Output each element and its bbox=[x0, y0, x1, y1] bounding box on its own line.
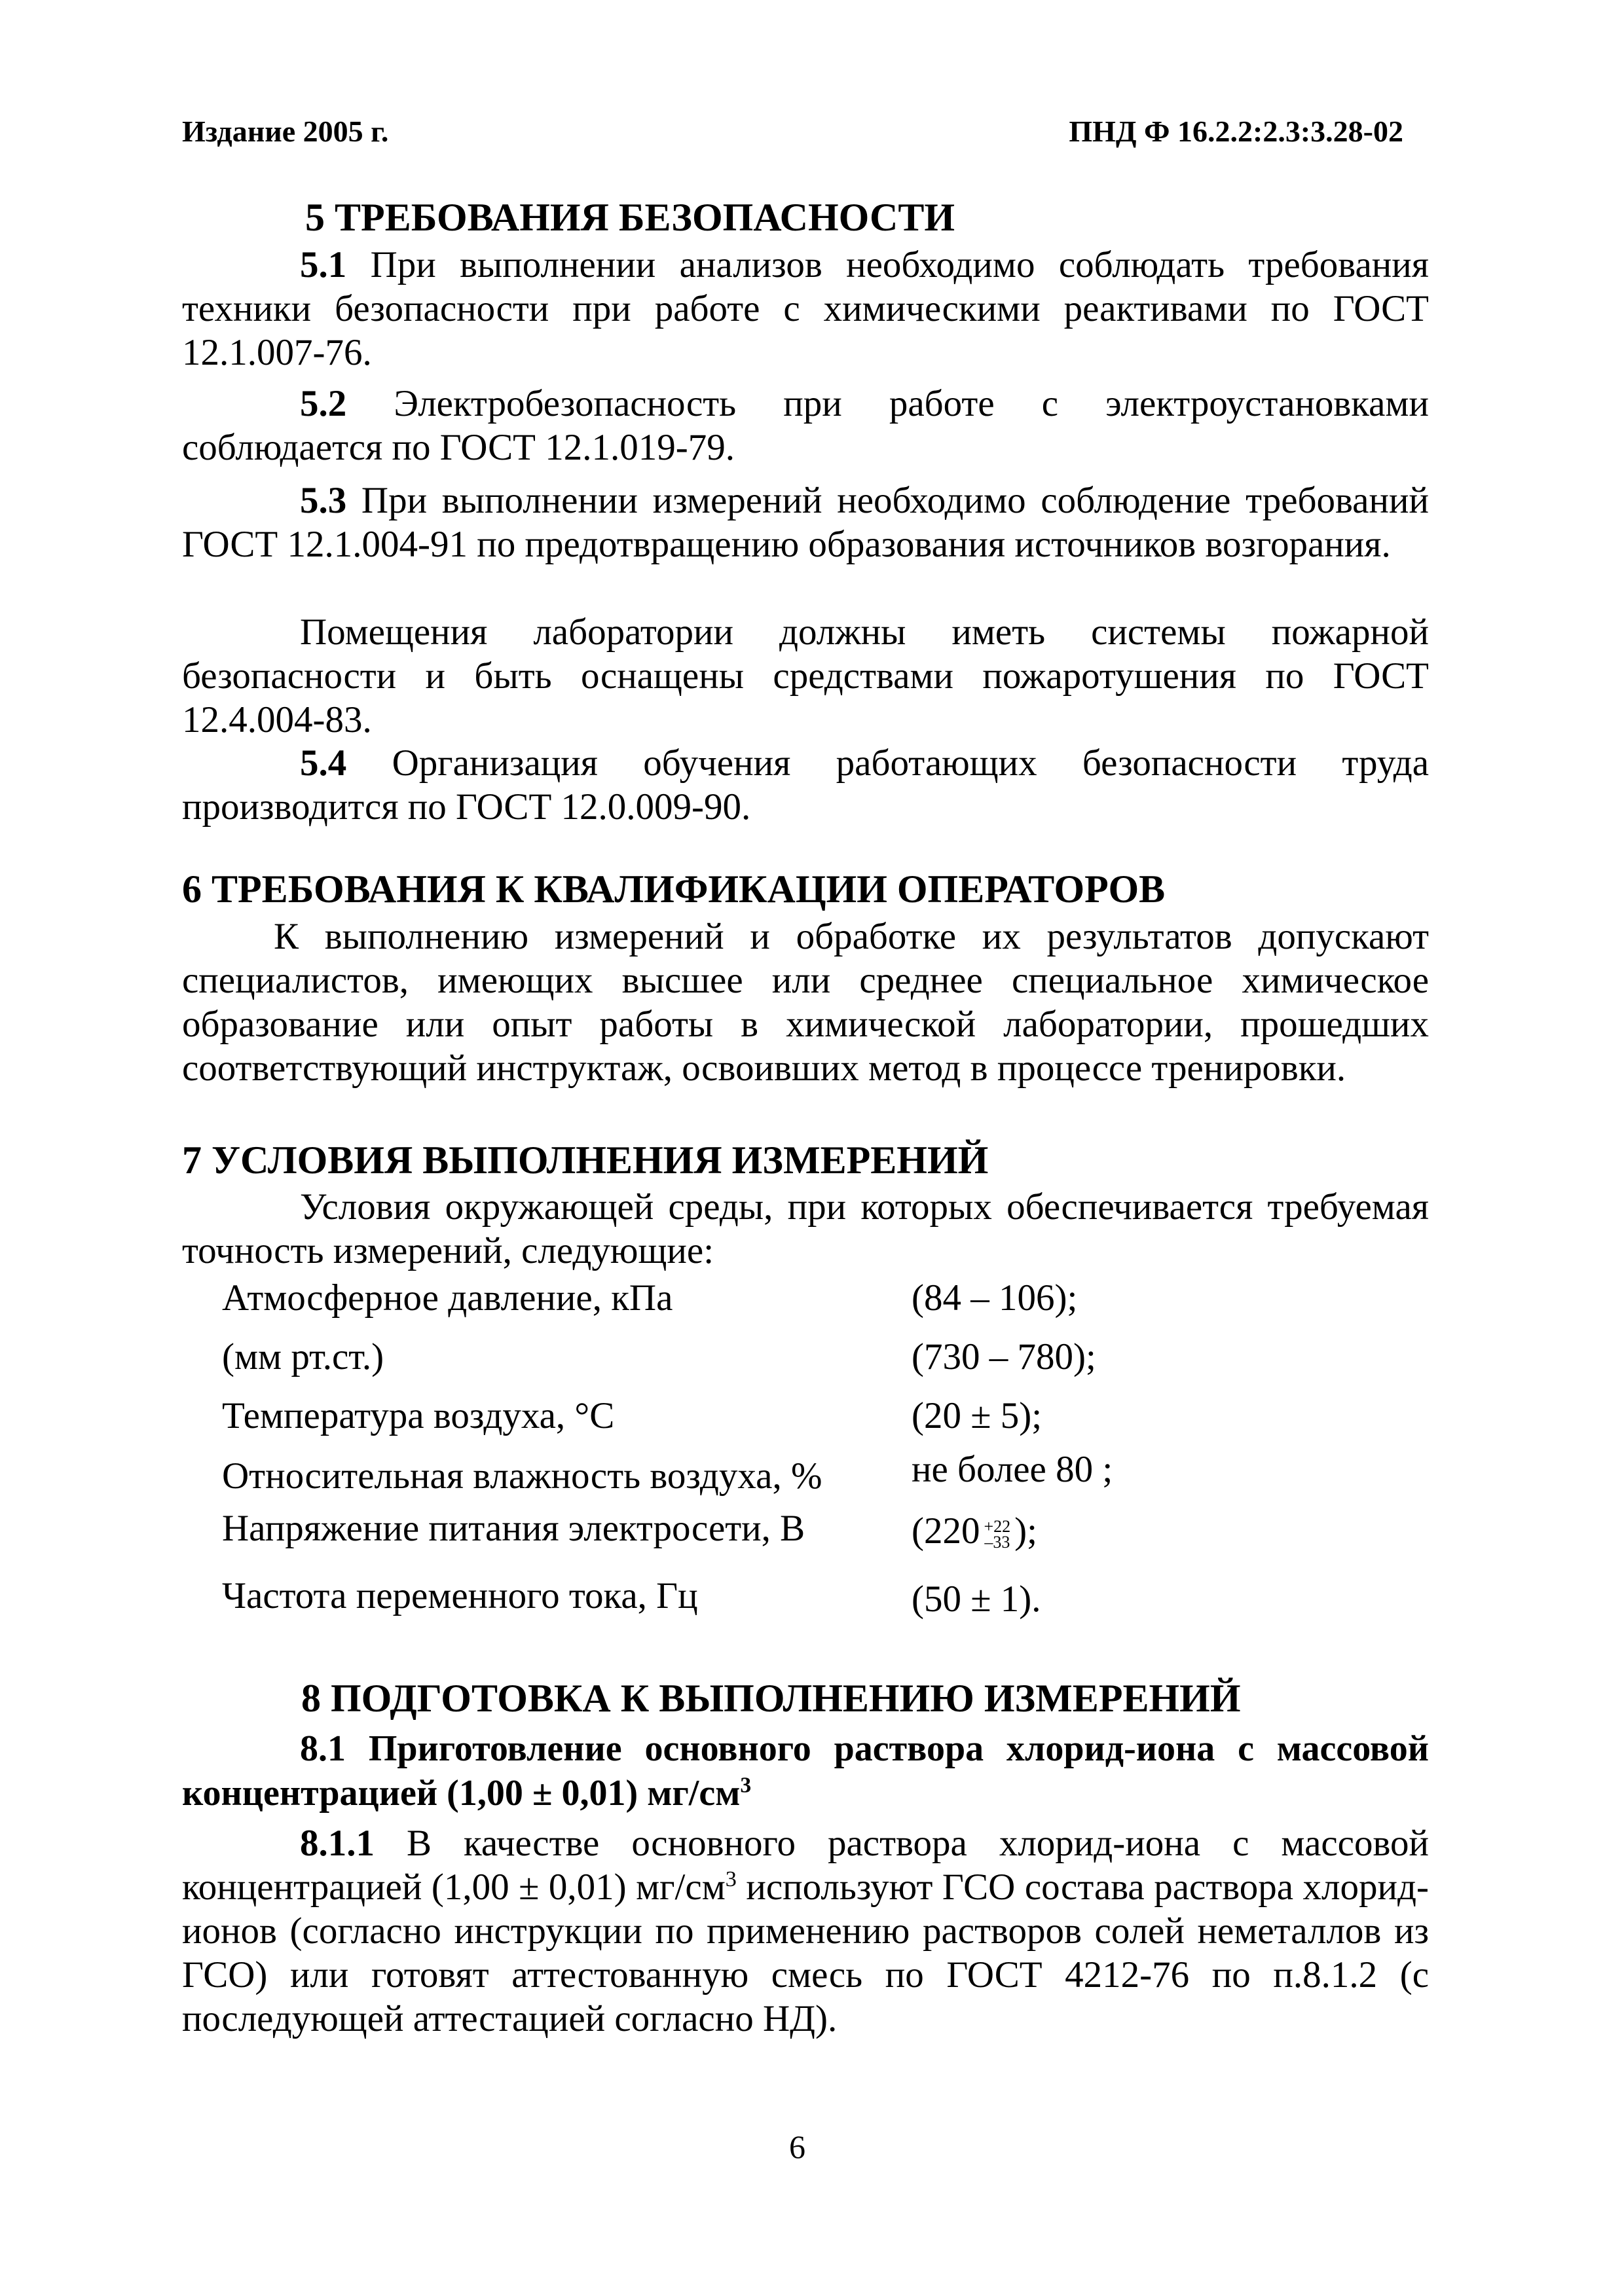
superscript: 3 bbox=[740, 1773, 752, 1798]
paragraph-6-text: К выполнению измерений и обработке их результатов допускают специалистов, имеющих высшее или среднее специальное химическое образование или опыт работы в химической лаборатории, прошедших соответствующий инструктаж, освоивших метод в процессе тренировки. bbox=[182, 916, 1429, 1089]
paragraph-number: 5.3 bbox=[300, 480, 347, 521]
paragraph-5-2 bbox=[182, 382, 1429, 469]
subsection-title-text: 8.1 Приготовление основного раствора хлорид-иона с массовой концентрацией (1,00 ± 0,01) мг/см bbox=[182, 1728, 1429, 1813]
paragraph-5-1 bbox=[182, 243, 1429, 374]
condition-value-humidity: не более 80 ; bbox=[912, 1449, 1113, 1490]
section-7-title: 7 УСЛОВИЯ ВЫПОЛНЕНИЯ ИЗМЕРЕНИЙ bbox=[182, 1139, 989, 1182]
condition-label-ac-frequency: Частота переменного тока, Гц bbox=[222, 1575, 698, 1616]
superscript: 3 bbox=[725, 1867, 737, 1891]
paragraph-number: 8.1.1 bbox=[300, 1823, 375, 1864]
header-edition: Издание 2005 г. bbox=[182, 115, 389, 148]
condition-label-pressure-mmhg: (мм рт.ст.) bbox=[222, 1336, 384, 1377]
voltage-nominal: (220 bbox=[912, 1510, 980, 1552]
paragraph-number: 5.2 bbox=[300, 383, 347, 424]
condition-label-humidity: Относительная влажность воздуха, % bbox=[222, 1455, 822, 1497]
condition-value-supply-voltage bbox=[912, 1510, 1037, 1552]
page-number: 6 bbox=[789, 2128, 805, 2165]
condition-value-pressure-kpa: (84 – 106); bbox=[912, 1277, 1078, 1319]
paragraph-7-intro: Условия окружающей среды, при которых обеспечивается требуемая точность измерений, следующие: bbox=[182, 1186, 1429, 1271]
tolerance-minus: –33 bbox=[984, 1532, 1010, 1552]
paragraph-number: 5.1 bbox=[300, 244, 347, 285]
header-document-code: ПНД Ф 16.2.2:2.3:3.28-02 bbox=[1069, 115, 1403, 148]
voltage-tolerance bbox=[984, 1516, 1011, 1552]
section-8-title: 8 ПОДГОТОВКА К ВЫПОЛНЕНИЮ ИЗМЕРЕНИЙ bbox=[301, 1677, 1241, 1720]
condition-label-supply-voltage: Напряжение питания электросети, В bbox=[222, 1508, 805, 1549]
condition-value-air-temperature: (20 ± 5); bbox=[912, 1395, 1043, 1436]
condition-value-ac-frequency: (50 ± 1). bbox=[912, 1578, 1041, 1620]
paragraph-5-4 bbox=[182, 741, 1429, 829]
voltage-close: ); bbox=[1014, 1510, 1037, 1552]
paragraph-text: При выполнении измерений необходимо соблюдение требований ГОСТ 12.1.004-91 по предотвращению образования источников возгорания. bbox=[182, 480, 1429, 565]
section-5-title: 5 ТРЕБОВАНИЯ БЕЗОПАСНОСТИ bbox=[305, 196, 955, 239]
section-6-title: 6 ТРЕБОВАНИЯ К КВАЛИФИКАЦИИ ОПЕРАТОРОВ bbox=[182, 867, 1166, 911]
paragraph-number: 5.4 bbox=[300, 742, 347, 784]
paragraph-8-1-1 bbox=[182, 1821, 1429, 2041]
condition-value-pressure-mmhg: (730 – 780); bbox=[912, 1336, 1096, 1377]
tolerance-plus: +22 bbox=[984, 1516, 1011, 1536]
paragraph-text: используют ГСО состава раствора хлорид-ионов (согласно инструкции по применению растворов солей неметаллов из ГСО) или готовят аттестованную смесь по ГОСТ 4212-76 по п.8.1.2 (с последующей аттестацией согласно НД). bbox=[182, 1867, 1429, 2039]
paragraph-text: В качестве основного раствора хлорид-иона с массовой концентрацией (1,00 ± 0,01) мг/см bbox=[182, 1823, 1429, 1908]
paragraph-5-3-premises: Помещения лаборатории должны иметь системы пожарной безопасности и быть оснащены средствами пожаротушения по ГОСТ 12.4.004-83. bbox=[182, 611, 1429, 740]
condition-label-pressure-kpa: Атмосферное давление, кПа bbox=[222, 1277, 673, 1319]
paragraph-text: Организация обучения работающих безопасности труда производится по ГОСТ 12.0.009-90. bbox=[182, 742, 1429, 828]
paragraph-text: При выполнении анализов необходимо соблюдать требования техники безопасности при работе с химическими реактивами по ГОСТ 12.1.007-76. bbox=[182, 244, 1429, 373]
paragraph-5-3 bbox=[182, 479, 1429, 566]
paragraph-text: Электробезопасность при работе с электроустановками соблюдается по ГОСТ 12.1.019-79. bbox=[182, 383, 1429, 468]
condition-label-air-temperature: Температура воздуха, °С bbox=[222, 1395, 615, 1436]
subsection-8-1-title bbox=[182, 1726, 1429, 1815]
